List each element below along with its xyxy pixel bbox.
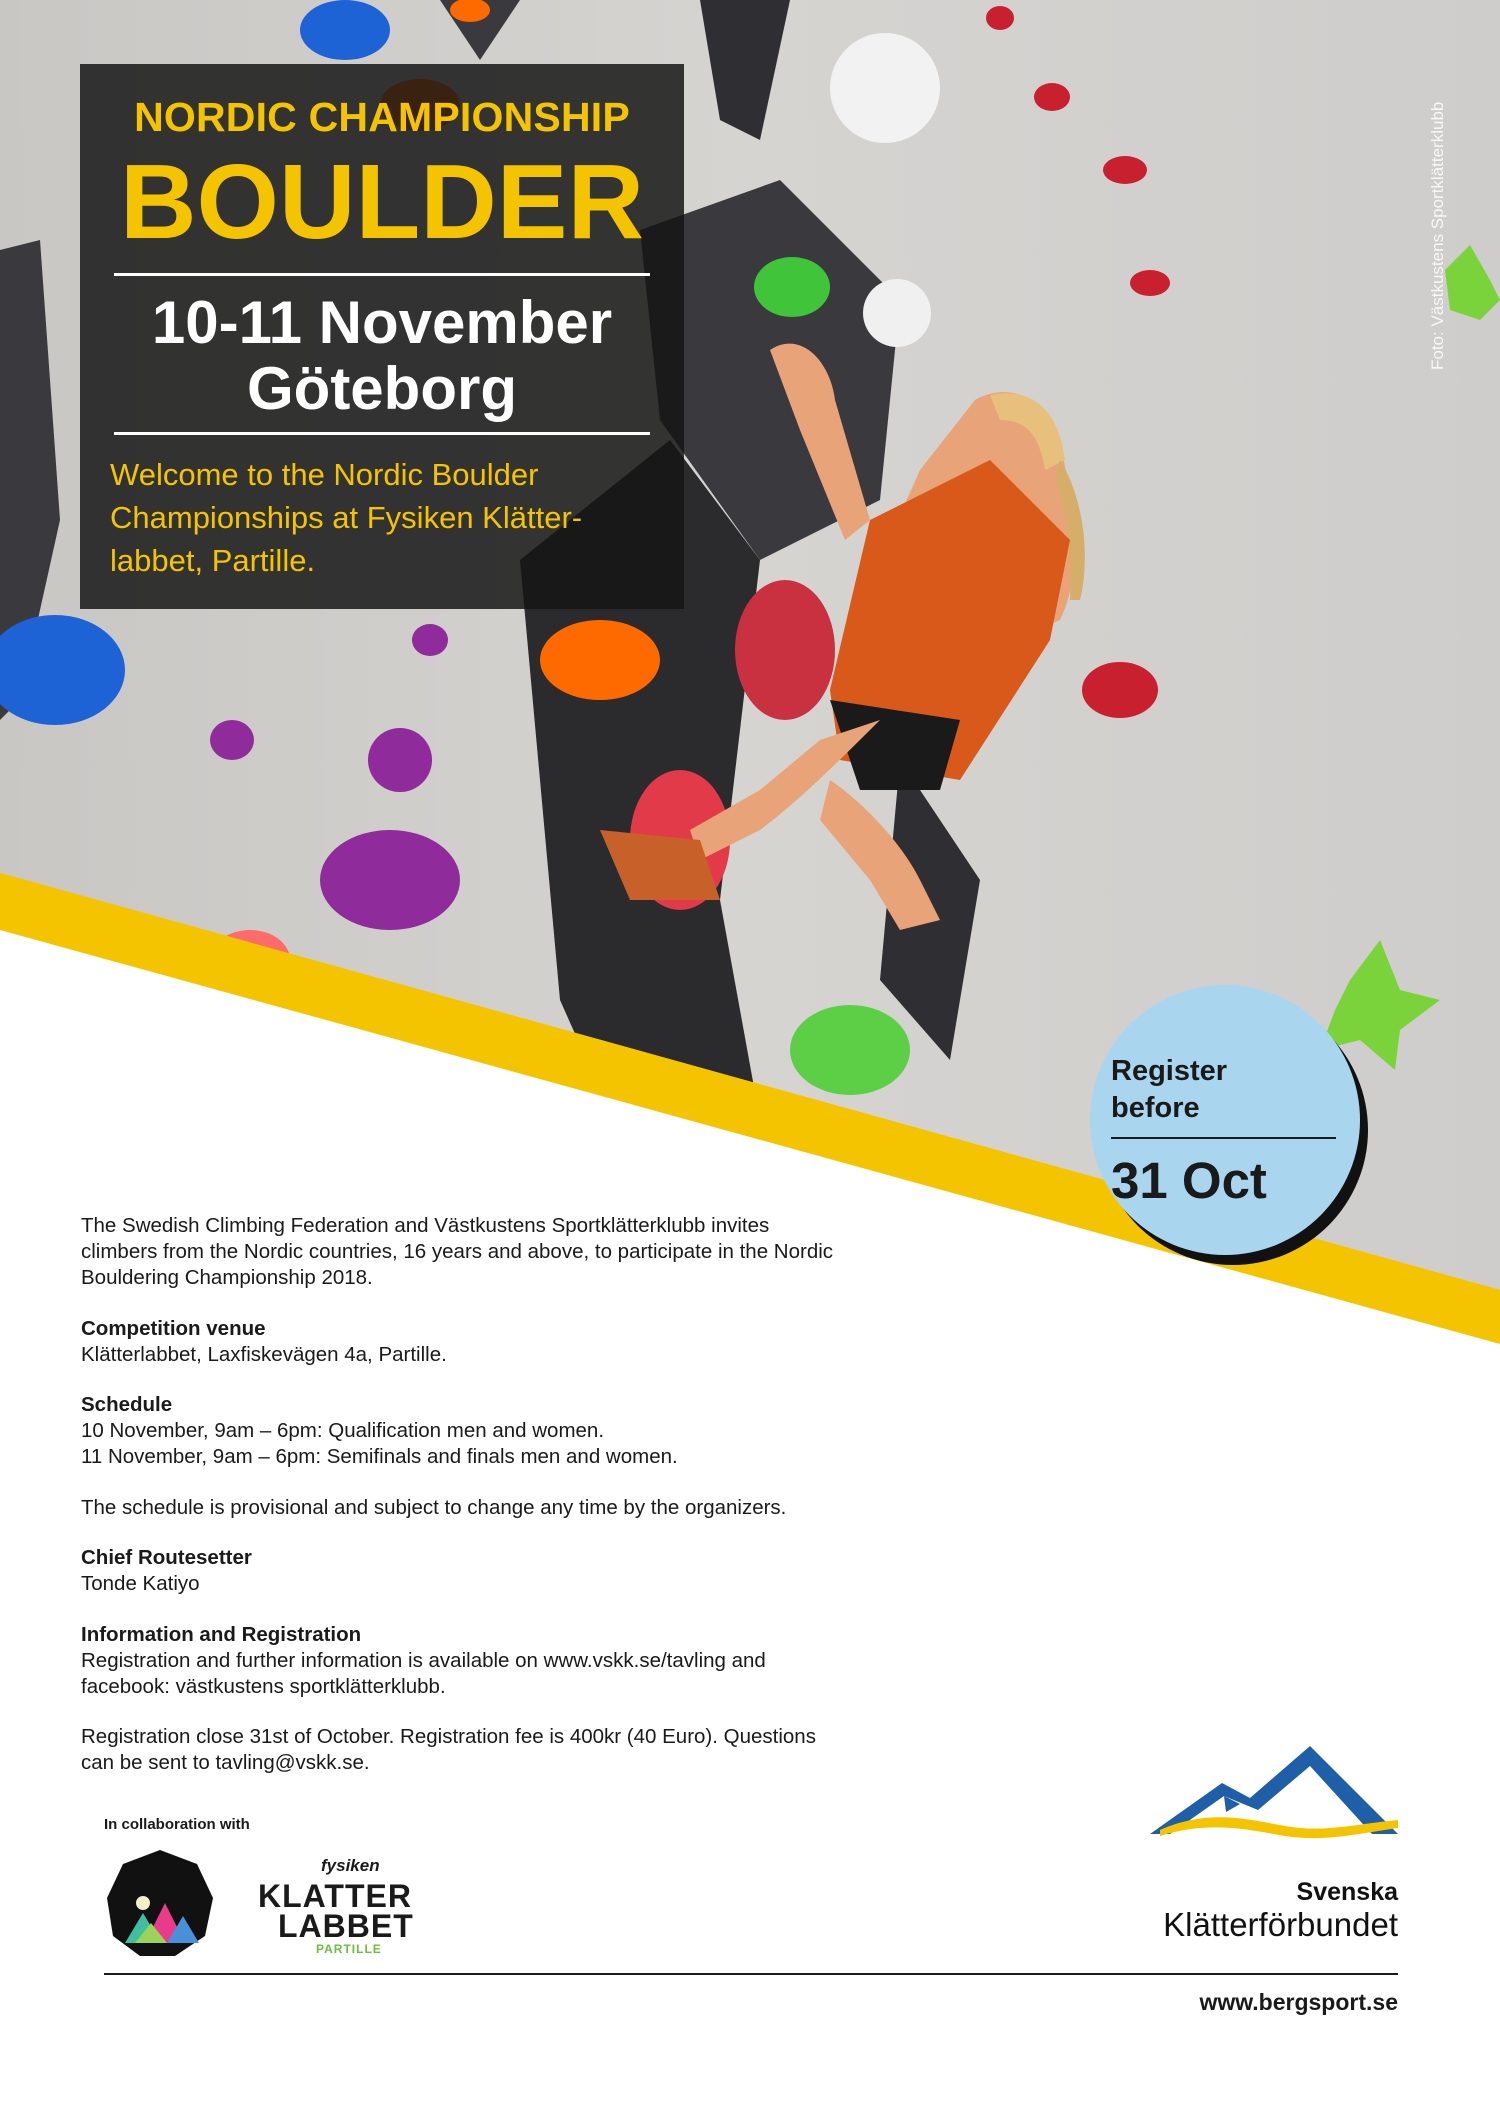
register-badge — [1090, 985, 1360, 1255]
venue-heading: Competition venue — [81, 1316, 266, 1340]
venue-text: Klätterlabbet, Laxfiskevägen 4a, Partille. — [81, 1342, 447, 1366]
routesetter-section — [81, 1545, 841, 1597]
federation-name-line1: Svenska — [1296, 1878, 1398, 1906]
event-date: 10-11 November — [151, 289, 613, 356]
event-title: BOULDER — [119, 143, 645, 261]
schedule-item: 11 November, 9am – 6pm: Semifinals and finals men and women. — [81, 1445, 678, 1468]
klatter-wordmark: KLATTER — [258, 1878, 412, 1914]
welcome-text: Welcome to the Nordic Boulder Championships at Fysiken Klätter-labbet, Partille. — [110, 457, 583, 578]
footer-divider — [104, 1973, 1398, 1975]
championship-kicker: NORDIC CHAMPIONSHIP — [134, 94, 630, 140]
closing-text: Registration close 31st of October. Registration fee is 400kr (40 Euro). Questions can be sent to tavling@vskk.se. — [81, 1725, 816, 1774]
schedule-item: 10 November, 9am – 6pm: Qualification men and women. — [81, 1419, 605, 1442]
title-divider-bottom — [114, 432, 650, 435]
klatterlabbet-logo — [256, 1848, 414, 1960]
register-label: Register before — [1111, 1055, 1228, 1124]
federation-name-line2: Klätterförbundet — [1163, 1906, 1398, 1943]
info-text: Registration and further information is available on www.vskk.se/tavling and facebook: västkustens sportklätterklubb. — [81, 1648, 766, 1698]
schedule-heading: Schedule — [81, 1393, 173, 1416]
schedule-section — [81, 1392, 841, 1470]
intro-paragraph: The Swedish Climbing Federation and Västkustens Sportklätterklubb invites climbers from the Nordic countries, 16 years and above, to participate in the Nordic Bouldering Championship 2018. — [81, 1214, 834, 1289]
photo-credit: Foto: Västkustens Sportklätterklubb — [1428, 101, 1447, 370]
title-divider-top — [114, 273, 650, 276]
title-box — [80, 64, 684, 609]
info-heading: Information and Registration — [81, 1622, 362, 1646]
event-city: Göteborg — [247, 355, 517, 422]
invitation-body — [81, 1213, 841, 1801]
register-date: 31 Oct — [1111, 1152, 1267, 1209]
schedule-note: The schedule is provisional and subject to change any time by the organizers. — [81, 1495, 787, 1519]
routesetter-heading: Chief Routesetter — [81, 1546, 252, 1569]
fysiken-wordmark: fysiken — [321, 1856, 380, 1875]
venue-section — [81, 1316, 841, 1368]
collab-label: In collaboration with — [104, 1816, 250, 1833]
routesetter-name: Tonde Katiyo — [81, 1572, 200, 1595]
vskk-logo — [105, 1848, 215, 1958]
register-divider — [1111, 1137, 1336, 1139]
info-section — [81, 1622, 841, 1700]
website-link[interactable]: www.bergsport.se — [1199, 1989, 1398, 2015]
partille-wordmark: PARTILLE — [316, 1942, 382, 1956]
labbet-wordmark: LABBET — [278, 1908, 414, 1944]
